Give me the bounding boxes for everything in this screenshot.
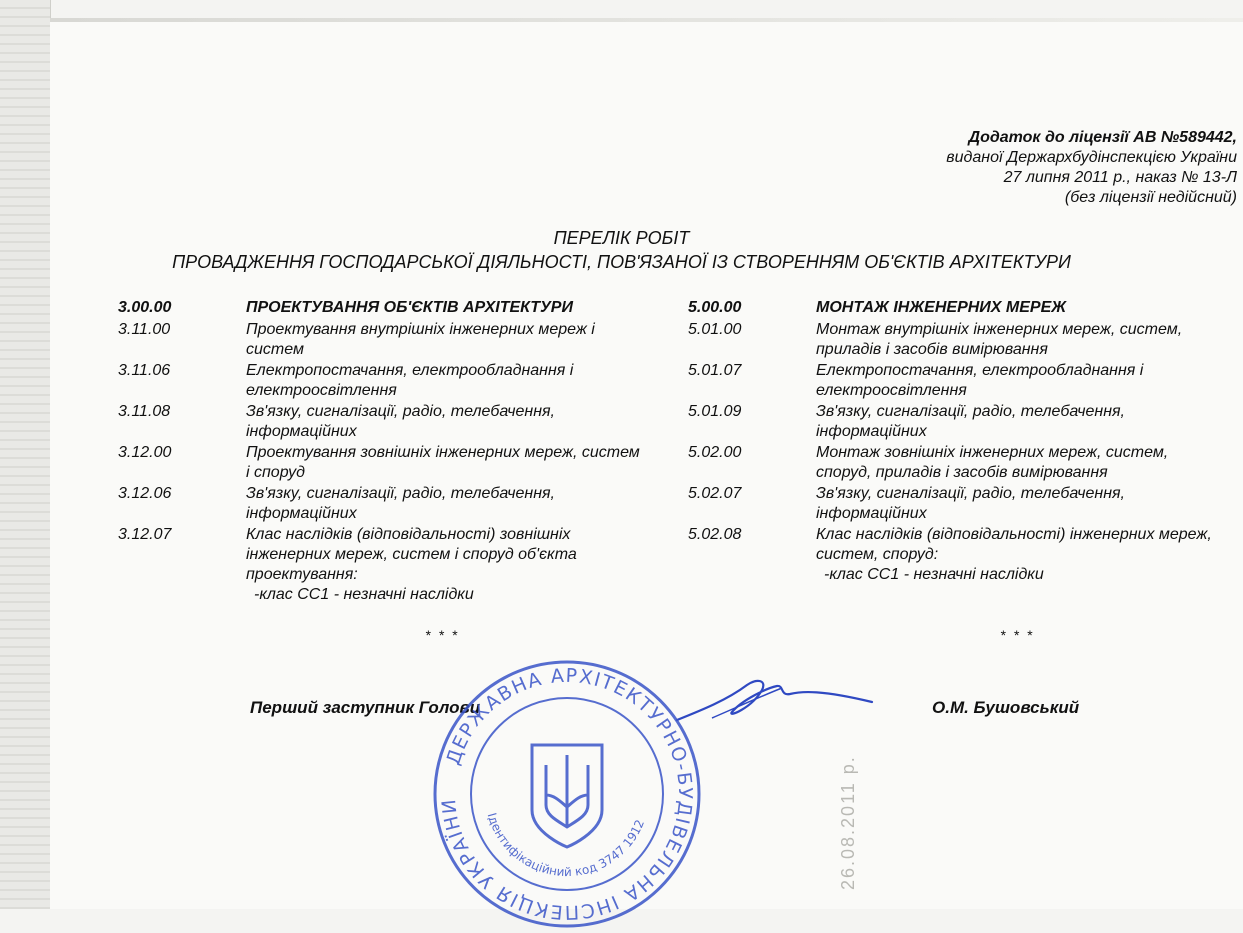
official-stamp: [428, 655, 706, 933]
work-text: Електропостачання, електрообладнання і електроосвітлення: [816, 362, 1144, 399]
right-column: [688, 298, 1243, 586]
work-code: 3.12.07: [118, 526, 172, 543]
work-text: Монтаж зовнішніх інженерних мереж, систем, споруд, приладів і засобів вимірювання: [816, 444, 1169, 481]
work-item: [688, 320, 1243, 360]
faded-date-mark: 26.08.2011 р.: [838, 755, 858, 890]
work-code: 3.12.06: [118, 485, 172, 502]
section-code: 5.00.00: [688, 299, 742, 316]
left-column: [118, 298, 698, 606]
work-text: [816, 525, 1216, 585]
work-text: Монтаж внутрішніх інженерних мереж, систем, приладів і засобів вимірювання: [816, 321, 1183, 358]
work-code: 5.01.07: [688, 362, 742, 379]
work-code: 3.12.00: [118, 444, 172, 461]
section-header: [688, 298, 1243, 318]
work-code: 3.11.00: [118, 321, 171, 338]
work-code: 3.11.06: [118, 362, 171, 379]
work-text: Зв'язку, сигналізації, радіо, телебачення, інформаційних: [816, 403, 1125, 440]
work-text: Зв'язку, сигналізації, радіо, телебачення, інформаційних: [246, 485, 555, 522]
work-text-sub: -клас СС1 - незначні наслідки: [824, 566, 1044, 583]
work-text: Проектування зовнішніх інженерних мереж, систем і споруд: [246, 444, 640, 481]
stamp-outer-text: ДЕРЖАВНА АРХІТЕКТУРНО-БУДІВЕЛЬНА ІНСПЕКЦІЯ УКРАЇНИ: [437, 664, 697, 924]
section-header: [118, 298, 698, 318]
work-code: 5.02.07: [688, 485, 742, 502]
signatory-position: Перший заступник Голови: [250, 698, 481, 717]
work-text: Проектування внутрішніх інженерних мереж і систем: [246, 321, 595, 358]
work-item: [688, 443, 1243, 483]
left-end-marker: * * *: [425, 627, 460, 643]
work-text-main: Клас наслідків (відповідальності) зовнішніх інженерних мереж, систем і споруд об'єкта проектування:: [246, 526, 577, 583]
header-line-2: виданої Держархбудінспекцією України: [946, 149, 1237, 166]
section-title: МОНТАЖ ІНЖЕНЕРНИХ МЕРЕЖ: [816, 299, 1067, 316]
work-code: 3.11.08: [118, 403, 171, 420]
work-item: [118, 402, 698, 442]
header-line-3: 27 липня 2011 р., наказ № 13-Л: [1003, 169, 1237, 186]
section-title: ПРОЕКТУВАННЯ ОБ'ЄКТІВ АРХІТЕКТУРИ: [246, 299, 573, 316]
coat-of-arms-icon: [532, 745, 602, 847]
work-item: [118, 320, 698, 360]
work-item: [118, 443, 698, 483]
work-text: Зв'язку, сигналізації, радіо, телебачення, інформаційних: [816, 485, 1125, 522]
header-line-4: (без ліцензії недійсний): [1064, 189, 1237, 206]
signatory-name: О.М. Бушовський: [932, 698, 1080, 717]
work-text-sub: -клас СС1 - незначні наслідки: [254, 586, 474, 603]
work-text: Зв'язку, сигналізації, радіо, телебачення, інформаційних: [246, 403, 555, 440]
work-text-main: Клас наслідків (відповідальності) інженерних мереж, систем, споруд:: [816, 526, 1212, 563]
section-code: 3.00.00: [118, 299, 172, 316]
work-item: [688, 484, 1243, 524]
document-subtitle: ПРОВАДЖЕННЯ ГОСПОДАРСЬКОЇ ДІЯЛЬНОСТІ, ПОВ'ЯЗАНОЇ ІЗ СТВОРЕННЯМ ОБ'ЄКТІВ АРХІТЕКТУРИ: [172, 252, 1071, 272]
work-code: 5.02.00: [688, 444, 742, 461]
work-item: [118, 484, 698, 524]
work-text: Електропостачання, електрообладнання і електроосвітлення: [246, 362, 574, 399]
work-text: [246, 525, 646, 605]
work-item: [688, 402, 1243, 442]
work-code: 5.01.09: [688, 403, 742, 420]
work-item: [118, 361, 698, 401]
stamp-inner-text: Ідентифікаційний код 3747 1912: [484, 811, 648, 880]
work-item: [688, 361, 1243, 401]
work-code: 5.01.00: [688, 321, 742, 338]
work-code: 5.02.08: [688, 526, 742, 543]
sheet-protector-binding: [0, 0, 51, 909]
license-annex-header: [946, 128, 1237, 208]
right-end-marker: * * *: [1000, 627, 1035, 643]
header-line-1: Додаток до ліцензії АВ №589442,: [968, 129, 1237, 146]
work-item: [118, 525, 698, 605]
work-item: [688, 525, 1243, 585]
document-title: ПЕРЕЛІК РОБІТ: [553, 228, 690, 248]
